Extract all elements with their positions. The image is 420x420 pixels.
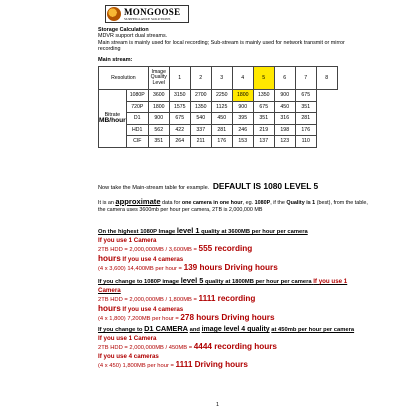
- value-cell: 281: [295, 113, 316, 125]
- value-cell: 450: [211, 113, 232, 125]
- resolution-cell: 720P: [126, 101, 148, 113]
- block-heading: On the highest 1080P Image level 1 quality at 3600MB per hour per camera: [98, 226, 308, 235]
- value-cell: 110: [295, 136, 316, 148]
- value-cell: 395: [232, 113, 253, 125]
- level-header: 6: [274, 67, 295, 90]
- value-cell: 246: [232, 124, 253, 136]
- value-cell-highlighted: 1800: [232, 90, 253, 102]
- level-header: 8: [316, 67, 337, 90]
- value-cell: 176: [295, 124, 316, 136]
- table-header-row: [99, 67, 338, 90]
- value-cell: 137: [253, 136, 274, 148]
- table-row: [99, 113, 338, 125]
- value-cell: 153: [232, 136, 253, 148]
- value-cell: 351: [295, 101, 316, 113]
- level-header: 3: [211, 67, 232, 90]
- value-cell: 198: [274, 124, 295, 136]
- resolution-cell: D1: [126, 113, 148, 125]
- resolution-header: Resolution: [99, 67, 149, 90]
- table-row: [99, 124, 338, 136]
- value-cell: 540: [190, 113, 211, 125]
- approximate-note: It is an approximate data for one camera in one hour, eg. 1080P, if the Quality is 1 (best), from the table, the camera uses 3600mb per hour per camera, 2TB is 2,000,000 MB: [98, 197, 368, 213]
- storage-table: [98, 66, 338, 148]
- quality-level-header: Image Quality Level: [148, 67, 169, 90]
- value-cell: 281: [211, 124, 232, 136]
- resolution-cell: 1080P: [126, 90, 148, 102]
- value-cell: 3150: [169, 90, 190, 102]
- value-cell: 450: [274, 101, 295, 113]
- value-cell: 3600: [148, 90, 169, 102]
- value-cell: 2700: [190, 90, 211, 102]
- value-cell: 337: [190, 124, 211, 136]
- value-cell: 562: [148, 124, 169, 136]
- intro-line-1: MDVR support dual streams.: [98, 33, 168, 40]
- mongoose-logo: MONGOOSE SURVEILLANCE SOLUTIONS: [105, 5, 189, 23]
- value-cell: 1350: [190, 101, 211, 113]
- calculation-block-1080p-level5: If you change to 1080P image level 5 quality at 1800MB per hour per camera If you use 1 Camera 2TB HDD = 2,000,000MB / 1,800MB = 1111 recording hours If you use 4 cameras (4 x 1,800) 7,200MB per hour = 278 hours Driving hours: [98, 277, 370, 324]
- default-setting-note: DEFAULT IS 1080 LEVEL 5: [212, 181, 319, 191]
- value-cell: 1350: [253, 90, 274, 102]
- value-cell: 1800: [148, 101, 169, 113]
- value-cell: 264: [169, 136, 190, 148]
- table-row: [99, 90, 338, 102]
- block-heading: If you change to D1 CAMERA and image level 4 quality at 450mb per hour per camera: [98, 324, 355, 333]
- value-cell: 675: [169, 113, 190, 125]
- value-cell: 1575: [169, 101, 190, 113]
- value-cell: 351: [148, 136, 169, 148]
- intro-section: [98, 27, 368, 52]
- value-cell: 211: [190, 136, 211, 148]
- bitrate-label-cell: Bitrate MB/hour: [99, 90, 127, 148]
- value-cell: 900: [148, 113, 169, 125]
- calculation-block-d1-level4: If you change to D1 CAMERA and image level 4 quality at 450mb per hour per camera If you use 1 Camera 2TB HDD = 2,000,000MB / 450MB = 4444 recording hours If you use 4 cameras (4 x 450) 1,800MB per hour = 1111 Driving hours: [98, 325, 370, 371]
- value-cell: 900: [232, 101, 253, 113]
- section-title: Storage Calculation: [98, 27, 149, 33]
- intro-line-2: Main stream is mainly used for local recording; Sub-stream is mainly used for network transmit or mirror recording: [98, 39, 345, 52]
- level-header: 1: [169, 67, 190, 90]
- value-cell: 219: [253, 124, 274, 136]
- main-stream-heading: Main stream:: [98, 57, 133, 63]
- value-cell: 900: [274, 90, 295, 102]
- value-cell: 176: [211, 136, 232, 148]
- value-cell: 316: [274, 113, 295, 125]
- value-cell: 675: [253, 101, 274, 113]
- table-row: [99, 101, 338, 113]
- level-header: 7: [295, 67, 316, 90]
- level-header: 4: [232, 67, 253, 90]
- value-cell: 2250: [211, 90, 232, 102]
- block-heading: If you change to 1080P image level 5 quality at 1800MB per hour per camera If you use 1 Camera: [98, 276, 348, 294]
- page-number: 1: [216, 402, 219, 408]
- value-cell: 422: [169, 124, 190, 136]
- value-cell: 123: [274, 136, 295, 148]
- calculation-block-1080p-level1: On the highest 1080P Image level 1 quality at 3600MB per hour per camera If you use 1 Camera 2TB HDD = 2,000,000MB / 3,600MB = 555 recording hours If you use 4 cameras (4 x 3,600) 14,400MB per hour = 139 hours Driving hours: [98, 227, 370, 274]
- example-line: Now take the Main-stream table for example. DEFAULT IS 1080 LEVEL 5: [98, 181, 319, 191]
- level-header-highlighted: 5: [253, 67, 274, 90]
- resolution-cell: HD1: [126, 124, 148, 136]
- level-header: 2: [190, 67, 211, 90]
- table-row: [99, 136, 338, 148]
- value-cell: 675: [295, 90, 316, 102]
- value-cell: 1125: [211, 101, 232, 113]
- value-cell: 351: [253, 113, 274, 125]
- resolution-cell: CIF: [126, 136, 148, 148]
- mongoose-emblem-icon: [107, 7, 121, 21]
